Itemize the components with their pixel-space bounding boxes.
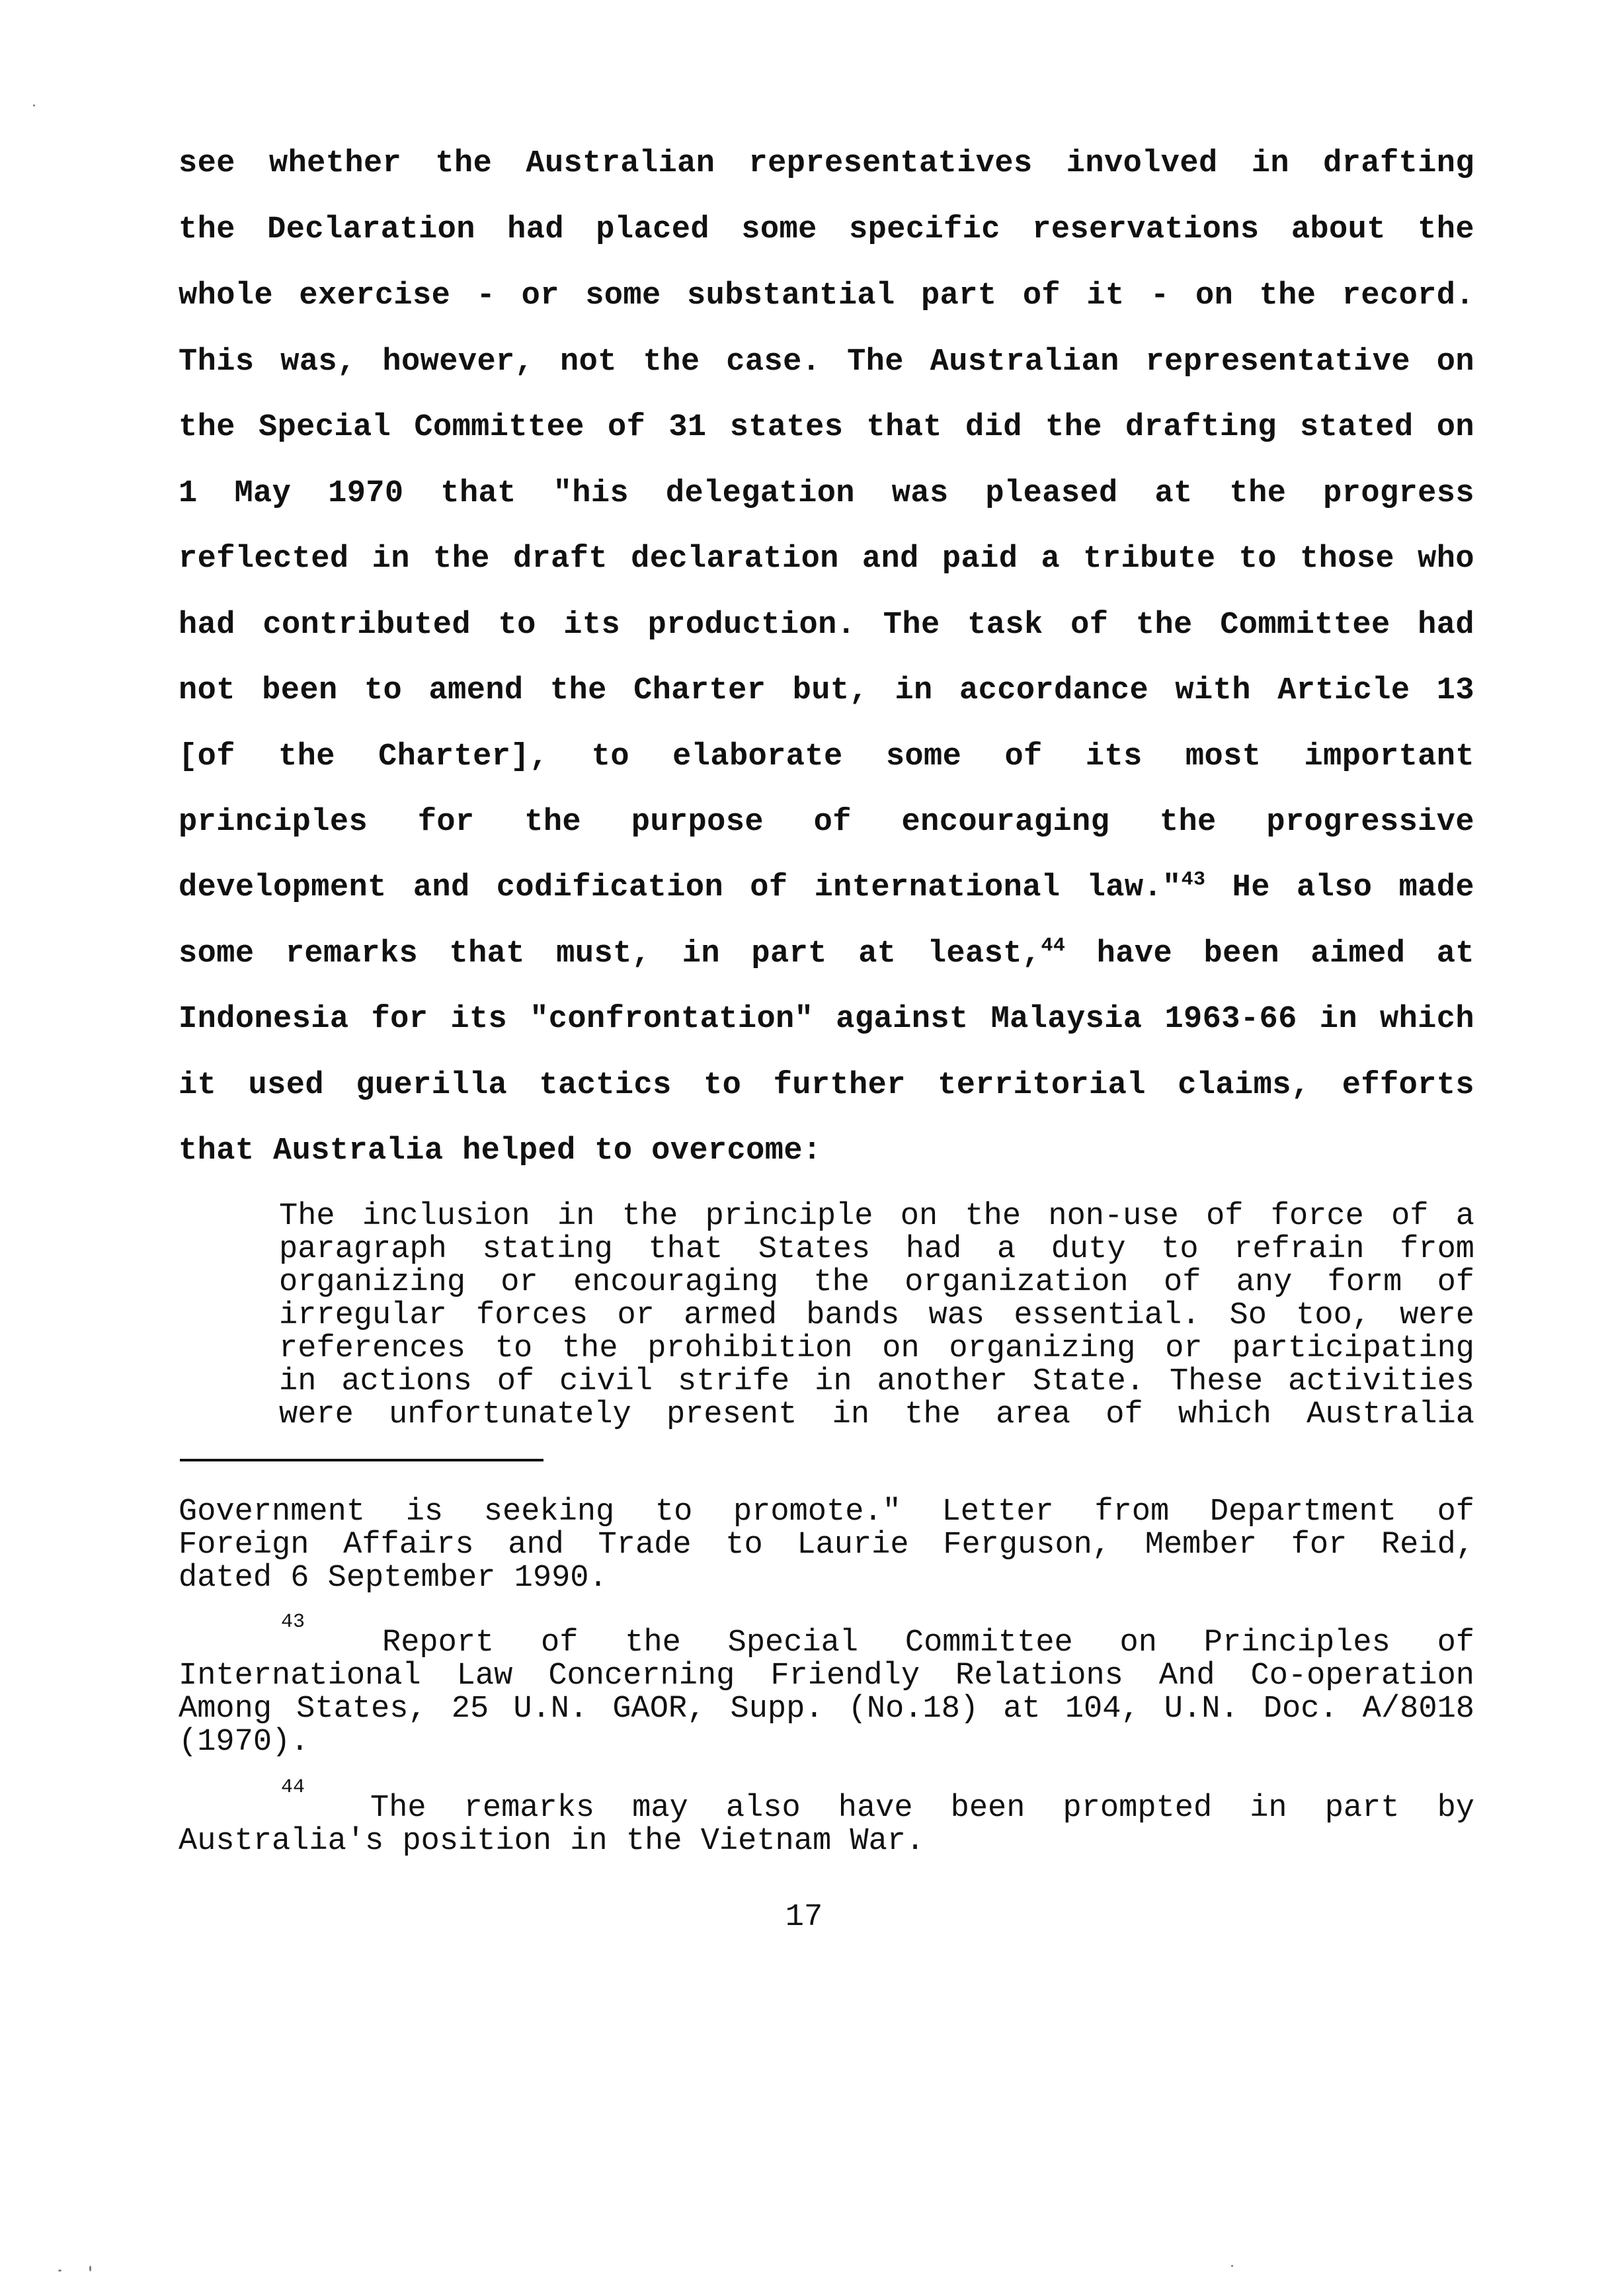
footnote-line: International Law Concerning Friendly Relations And Co-operation: [179, 1659, 1474, 1694]
footnote-line: Among States, 25 U.N. GAOR, Supp. (No.18) at 104, U.N. Doc. A/8018: [179, 1692, 1474, 1727]
body-text: He also made: [1205, 870, 1474, 905]
body-line: had contributed to its production. The task of the Committee had: [179, 608, 1474, 643]
footnote-reference-43: 43: [1181, 868, 1206, 891]
body-line: reflected in the draft declaration and paid a tribute to those who: [179, 542, 1474, 577]
body-line: whole exercise - or some substantial part of it - on the record.: [179, 278, 1474, 313]
body-line: [of the Charter], to elaborate some of its most important: [179, 739, 1474, 774]
footnote-line: Report of the Special Committee on Principles of: [382, 1625, 1474, 1660]
body-text: some remarks that must, in part at least,: [179, 936, 1041, 971]
body-line-with-footnote-ref: [179, 868, 1474, 908]
quote-line: paragraph stating that States had a duty to refrain from: [279, 1232, 1474, 1267]
footnote-line: dated 6 September 1990.: [179, 1561, 608, 1596]
footnote-line: The remarks may also have been prompted in part by: [370, 1791, 1474, 1826]
body-text: development and codification of international law.": [179, 870, 1182, 905]
quote-line: The inclusion in the principle on the non-use of force of a: [279, 1199, 1474, 1234]
footnote-line: Foreign Affairs and Trade to Laurie Ferguson, Member for Reid,: [179, 1528, 1474, 1563]
quote-line: organizing or encouraging the organization of any form of: [279, 1265, 1474, 1300]
body-line: Indonesia for its "confrontation" against Malaysia 1963-66 in which: [179, 1002, 1474, 1037]
body-line: 1 May 1970 that "his delegation was pleased at the progress: [179, 476, 1474, 511]
footnote-line: (1970).: [179, 1725, 309, 1760]
body-line: that Australia helped to overcome:: [179, 1133, 822, 1168]
body-line: principles for the purpose of encouraging the progressive: [179, 805, 1474, 840]
body-line: see whether the Australian representatives involved in drafting: [179, 146, 1474, 181]
footnote-line: Government is seeking to promote." Letter from Department of: [179, 1495, 1474, 1530]
body-line: not been to amend the Charter but, in accordance with Article 13: [179, 673, 1474, 708]
footnote-line: Australia's position in the Vietnam War.: [179, 1824, 925, 1859]
footnote-number: 43: [281, 1611, 305, 1633]
footnote-separator: [180, 1459, 543, 1461]
body-text: have been aimed at: [1065, 936, 1474, 971]
body-line: the Declaration had placed some specific reservations about the: [179, 212, 1474, 247]
body-line: the Special Committee of 31 states that did the drafting stated on: [179, 410, 1474, 445]
footnote-reference-44: 44: [1041, 934, 1066, 958]
body-line: This was, however, not the case. The Australian representative on: [179, 345, 1474, 380]
quote-line: in actions of civil strife in another State. These activities: [279, 1364, 1474, 1399]
quote-line: were unfortunately present in the area of which Australia: [279, 1397, 1474, 1432]
quote-line: references to the prohibition on organizing or participating: [279, 1331, 1474, 1366]
footnote-number: 44: [281, 1776, 305, 1799]
page-number: 17: [785, 1900, 823, 1935]
scan-speck: [1231, 2265, 1233, 2267]
quote-line: irregular forces or armed bands was essential. So too, were: [279, 1298, 1474, 1333]
body-line-with-footnote-ref: [179, 934, 1474, 974]
scan-speck: [89, 2266, 91, 2272]
body-line: it used guerilla tactics to further territorial claims, efforts: [179, 1068, 1474, 1103]
scan-speck: [58, 2270, 61, 2272]
scan-speck: [33, 104, 35, 106]
